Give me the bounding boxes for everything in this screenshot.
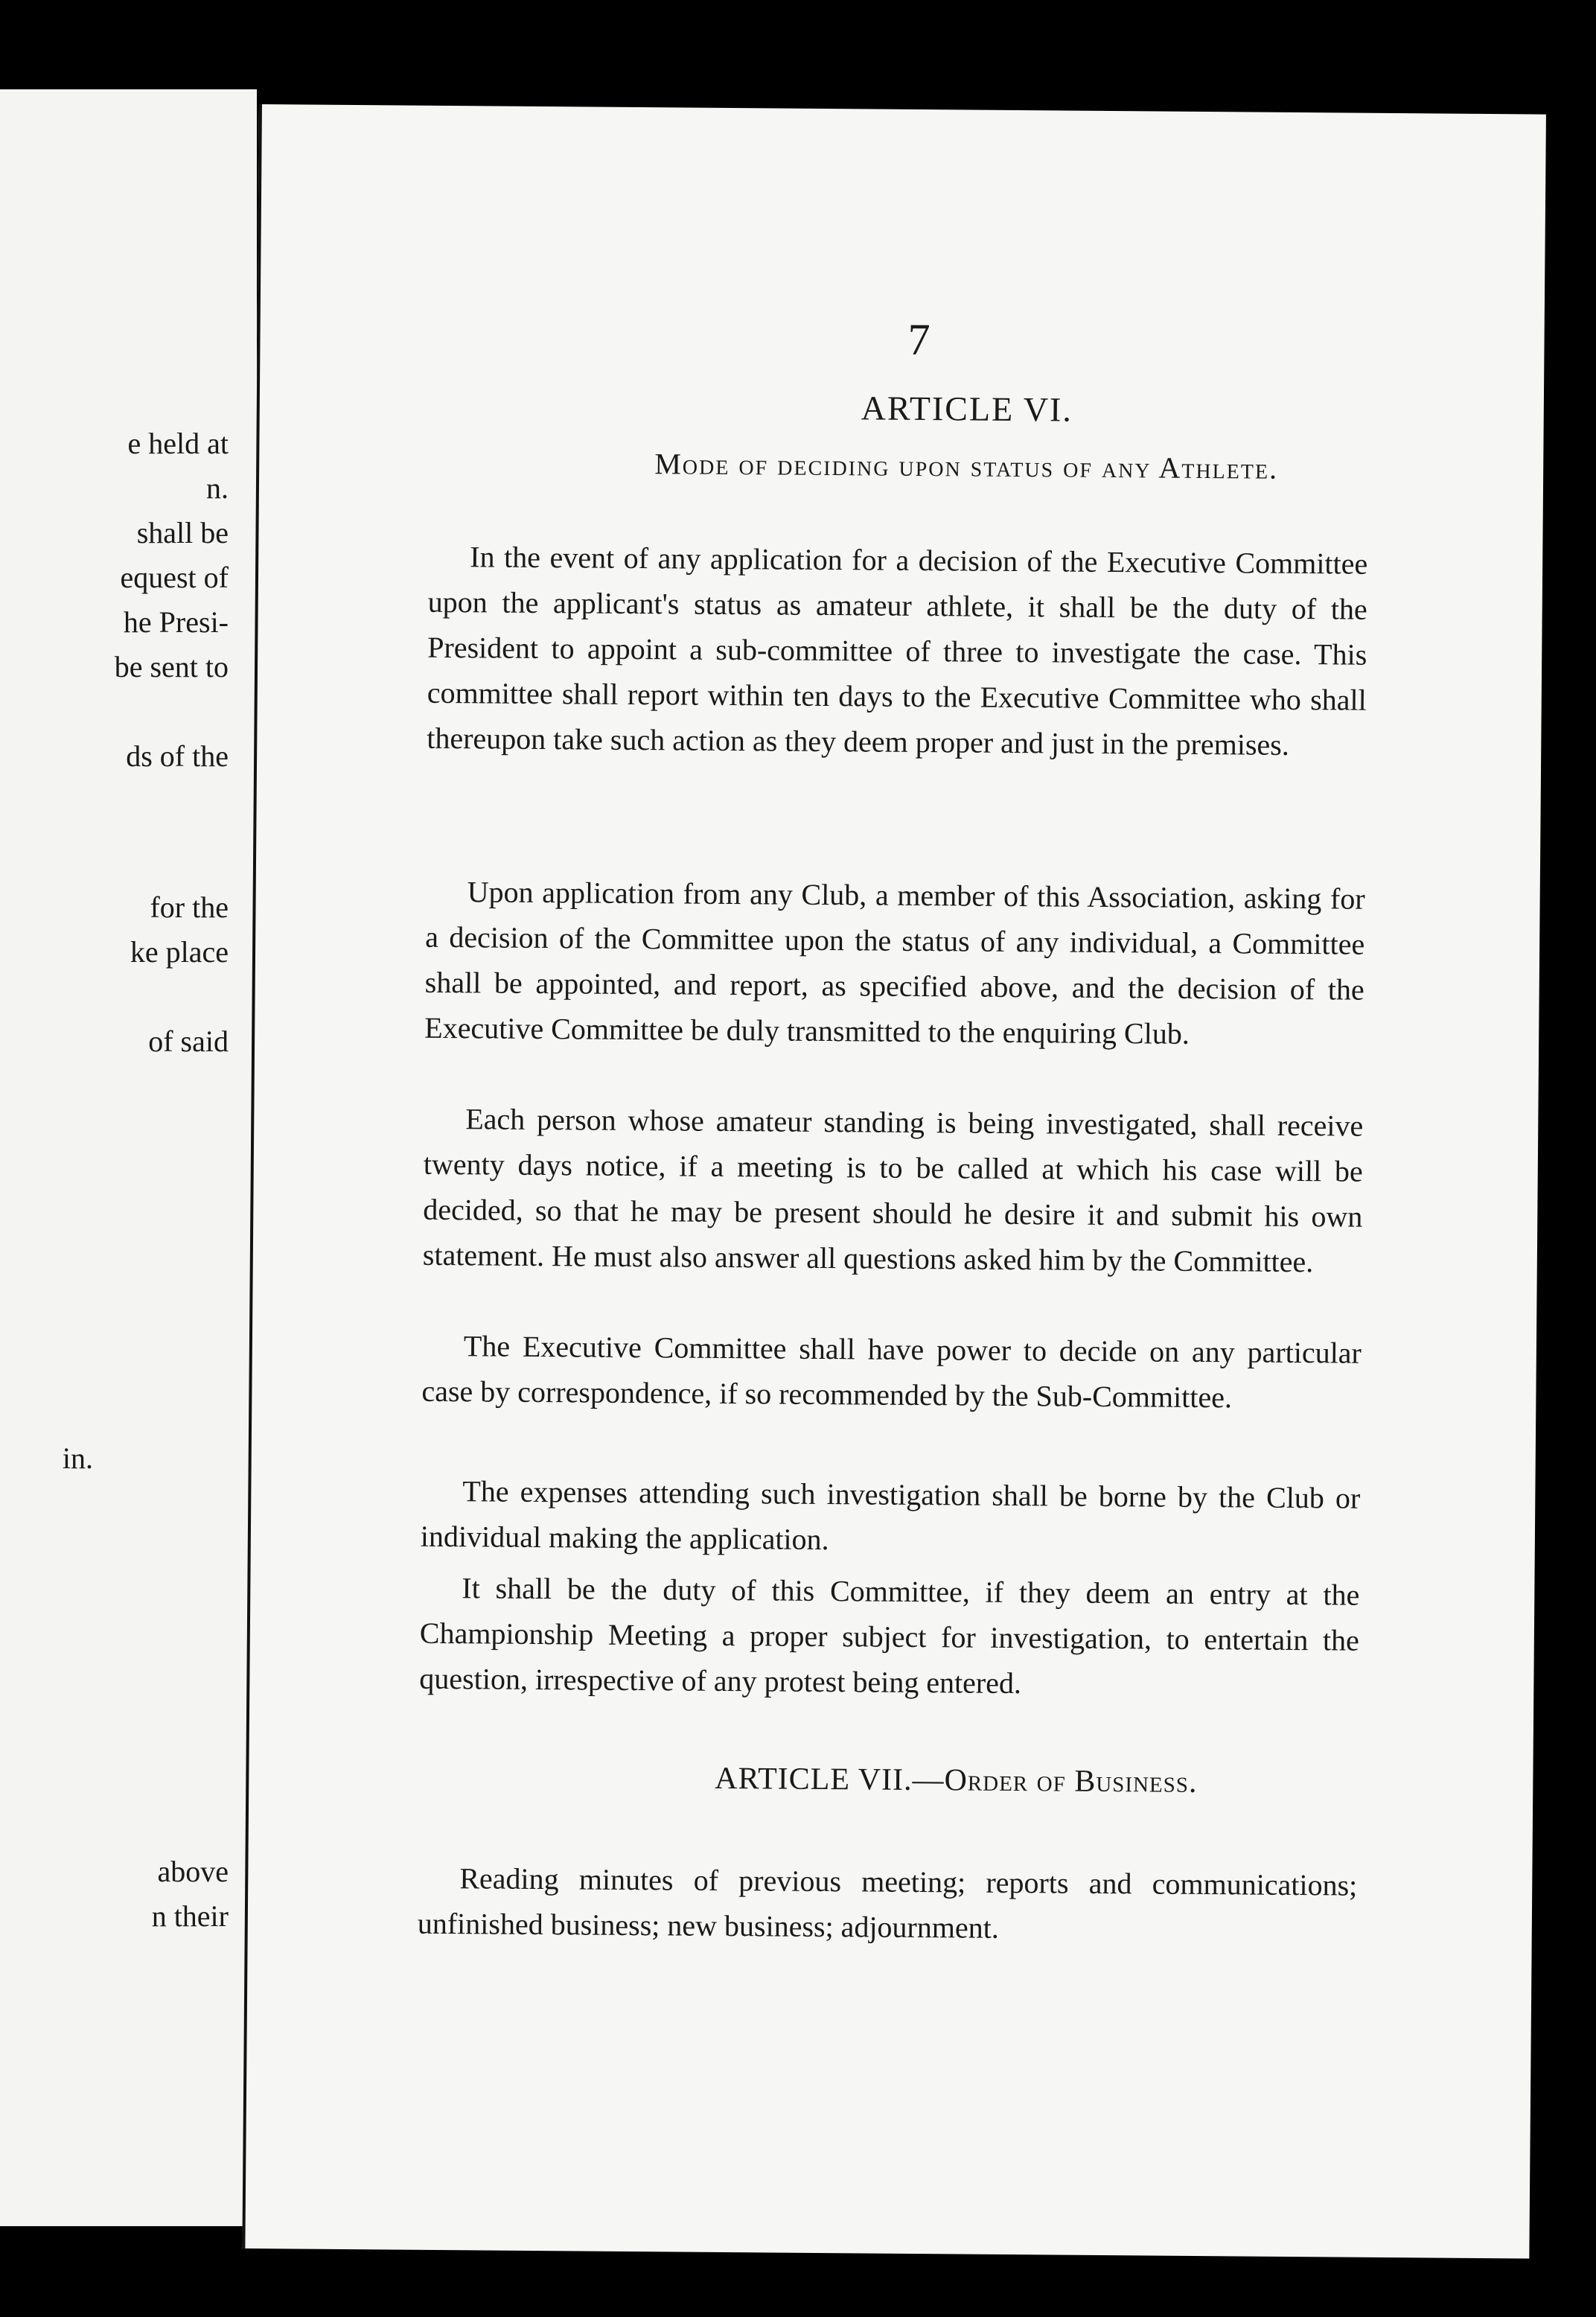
article-seven-title: —Order of Business. [912, 1762, 1198, 1800]
left-fragment-line: n their [151, 1899, 229, 1933]
article-seven-heading [435, 1759, 1477, 1803]
left-fragment-line: ke place [130, 935, 229, 969]
left-page-fragment [0, 89, 257, 2226]
paragraph: In the event of any application for a decision of the Executive Committee upon the applicant's status as amateur athlete, it shall be the duty of the President to appoint a sub-committee of three to investigate the case. This committee shall report within ten days to the Executive Committee who shall thereupon take such action as they deem proper and just in the premises. [427, 540, 1368, 762]
article-subtitle: Mode of deciding upon status of any Athlete. [654, 447, 1279, 485]
left-fragment-line: be sent to [114, 650, 229, 683]
left-fragment-line: in. [62, 1441, 93, 1475]
paragraph: Reading minutes of previous meeting; reports and communications; unfinished business; new business; adjournment. [417, 1861, 1358, 1945]
left-fragment-line: above [157, 1855, 229, 1888]
right-page [242, 104, 1546, 2258]
article-title: ARTICLE VI. [861, 389, 1073, 429]
left-fragment-line: equest of [120, 561, 229, 594]
left-fragment-line: ds of the [126, 739, 229, 773]
article-seven-label: ARTICLE VII. [715, 1761, 913, 1797]
paragraph: Each person whose amateur standing is being investigated, shall receive twenty days notice, if a meeting is to be called at which his case will be decided, so that he may be present should he desire it and submit his own statement. He must also answer all questions asked him by the Committee. [422, 1102, 1364, 1279]
left-fragment-line: n. [206, 471, 229, 505]
page-number: 7 [907, 314, 931, 365]
paragraph: Upon application from any Club, a member of this Association, asking for a decision of the Committee upon the status of any individual, a Committee shall be appointed, and report, as specified above, and the decision of the Executive Committee be duly transmitted to the enquiring Club. [424, 875, 1365, 1051]
left-fragment-line: he Presi- [123, 605, 229, 639]
paragraph: The expenses attending such investigation shall be borne by the Club or individual making the application. [420, 1474, 1361, 1557]
paragraph: The Executive Committee shall have power to decide on any particular case by correspondence, if so recommended by the Sub-Committee. [421, 1329, 1362, 1415]
left-fragment-line: for the [150, 890, 229, 924]
left-fragment-line: e held at [127, 427, 229, 460]
paragraph: It shall be the duty of this Committee, if they deem an entry at the Championship Meeting a proper subject for investigation, to entertain the question, irrespective of any protest being entered. [419, 1571, 1360, 1701]
left-fragment-line: of said [148, 1024, 229, 1058]
left-fragment-line: shall be [136, 516, 229, 549]
